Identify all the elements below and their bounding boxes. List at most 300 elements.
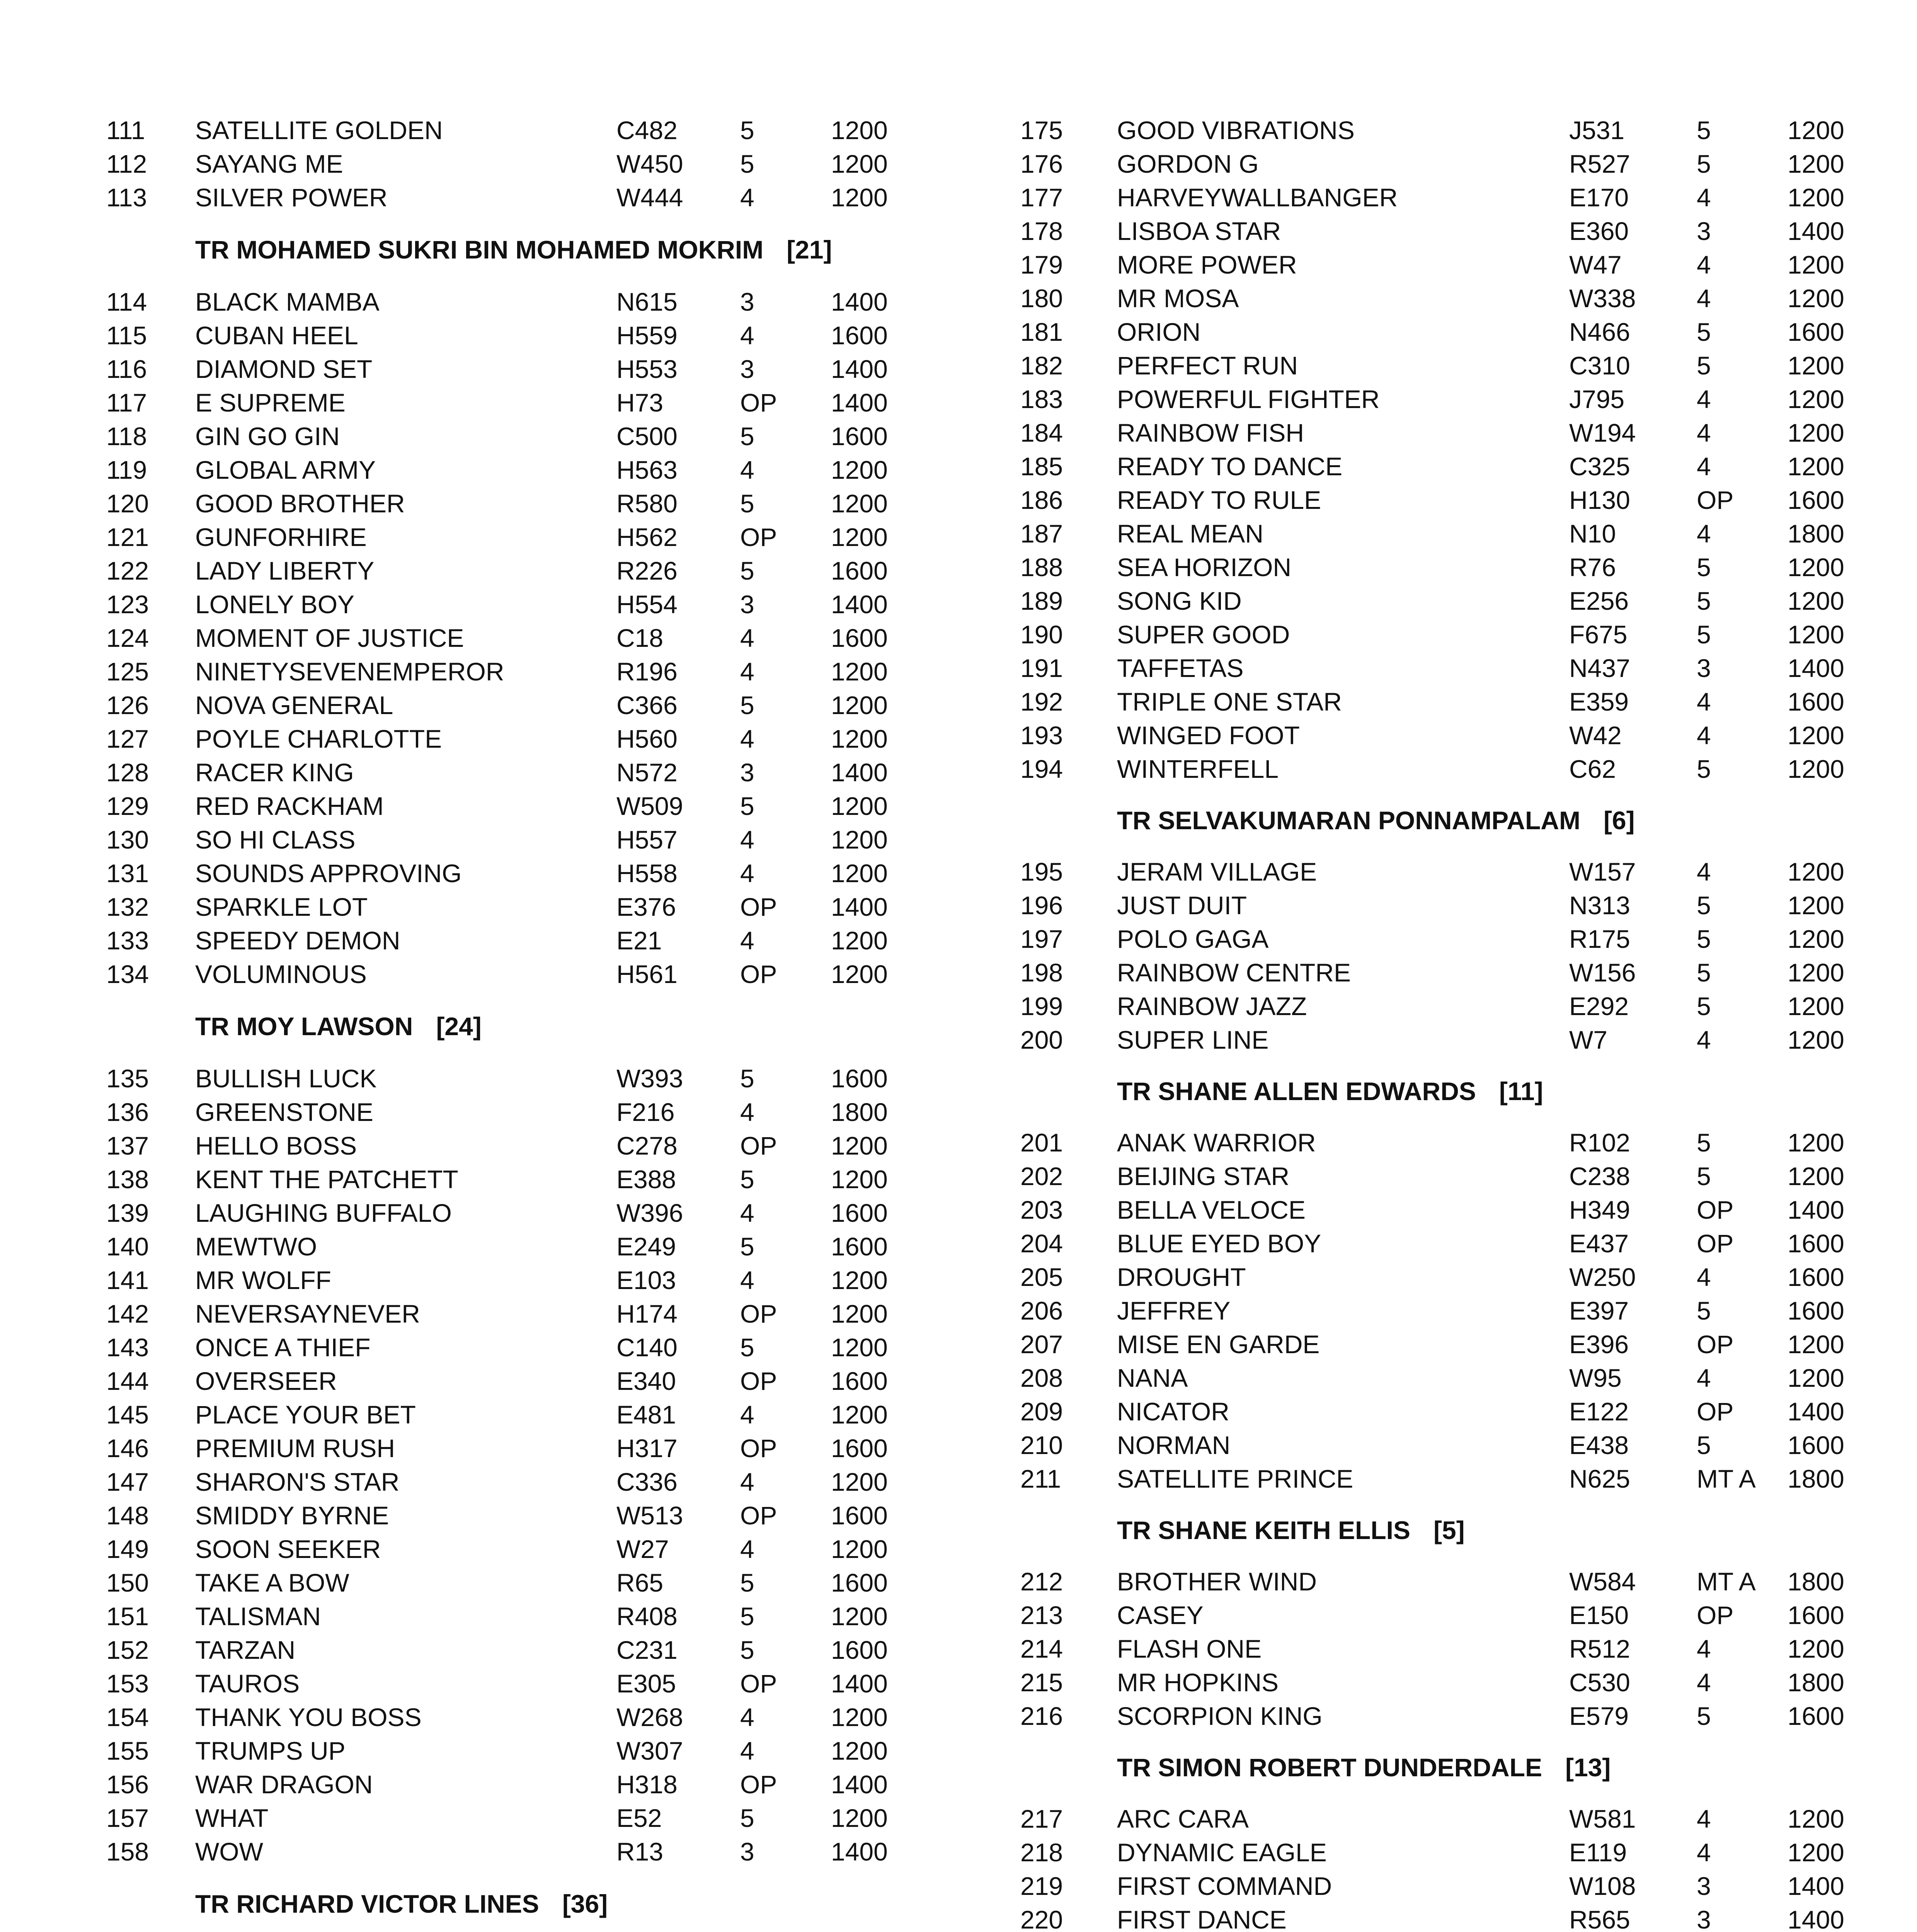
horse-class: 4	[1697, 1668, 1711, 1697]
horse-name: DYNAMIC EAGLE	[1117, 1838, 1327, 1867]
horse-code: E256	[1569, 586, 1629, 615]
horse-name: HELLO BOSS	[195, 1131, 357, 1160]
horse-code: E249	[616, 1232, 676, 1261]
horse-row	[106, 453, 899, 486]
horse-distance: 1400	[831, 1837, 888, 1866]
horse-code: W513	[616, 1501, 683, 1530]
horse-distance: 1200	[831, 522, 888, 551]
trainer-name: TR RICHARD VICTOR LINES	[195, 1889, 539, 1918]
horse-class: 5	[1697, 351, 1711, 380]
horse-number: 201	[1020, 1128, 1063, 1157]
horse-distance: 1200	[831, 1333, 888, 1362]
horse-name: JUST DUIT	[1117, 891, 1247, 920]
horse-row	[106, 1364, 899, 1398]
horse-distance: 1200	[1788, 857, 1844, 886]
horse-code: H559	[616, 321, 678, 350]
horse-class: OP	[1697, 485, 1734, 514]
horse-number: 217	[1020, 1804, 1063, 1833]
horse-number: 119	[106, 455, 147, 484]
horse-distance: 1200	[831, 1265, 888, 1294]
horse-name: GORDON G	[1117, 149, 1259, 178]
horse-number: 210	[1020, 1430, 1063, 1459]
horse-row	[1020, 1565, 1851, 1598]
horse-name: LADY LIBERTY	[195, 556, 375, 585]
horse-number: 125	[106, 657, 149, 686]
horse-name: TRIPLE ONE STAR	[1117, 687, 1342, 716]
horse-name: SUPER GOOD	[1117, 620, 1290, 649]
horse-number: 192	[1020, 687, 1063, 716]
horse-distance: 1400	[831, 354, 888, 383]
horse-class: 5	[740, 690, 754, 719]
horse-distance: 1600	[831, 1434, 888, 1463]
horse-code: C310	[1569, 351, 1630, 380]
horse-class: OP	[740, 1366, 777, 1395]
horse-row	[1020, 888, 1851, 922]
horse-code: W444	[616, 183, 683, 212]
horse-number: 135	[106, 1064, 149, 1093]
horse-code: F675	[1569, 620, 1628, 649]
horse-distance: 1200	[831, 1131, 888, 1160]
horse-name: RAINBOW JAZZ	[1117, 992, 1307, 1020]
horse-code: R512	[1569, 1634, 1630, 1663]
horse-number: 139	[106, 1198, 149, 1227]
horse-row	[106, 655, 899, 688]
horse-distance: 1600	[1788, 687, 1844, 716]
horse-number: 197	[1020, 924, 1063, 953]
horse-code: W250	[1569, 1262, 1636, 1291]
horse-name: SOUNDS APPROVING	[195, 859, 462, 888]
trainer-name: TR SELVAKUMARAN PONNAMPALAM	[1117, 806, 1580, 835]
trainer-name: TR MOHAMED SUKRI BIN MOHAMED MOKRIM	[195, 235, 764, 264]
horse-class: 4	[740, 1702, 754, 1731]
horse-code: H73	[616, 388, 664, 417]
horse-name: RAINBOW FISH	[1117, 418, 1304, 447]
horse-class: 4	[740, 926, 754, 955]
horse-number: 146	[106, 1434, 149, 1463]
trainer-name: TR SHANE ALLEN EDWARDS	[1117, 1077, 1476, 1105]
horse-code: W584	[1569, 1567, 1636, 1596]
horse-number: 142	[106, 1299, 149, 1328]
horse-class: 5	[1697, 891, 1711, 920]
horse-code: R580	[616, 489, 678, 518]
horse-row	[1020, 214, 1851, 248]
horse-class: OP	[740, 1434, 777, 1463]
horse-class: 4	[740, 1198, 754, 1227]
horse-number: 112	[106, 149, 147, 178]
horse-row	[106, 755, 899, 789]
horse-code: W581	[1569, 1804, 1636, 1833]
horse-distance: 1600	[831, 556, 888, 585]
horse-row	[106, 856, 899, 890]
horse-number: 118	[106, 422, 147, 451]
horse-distance: 1200	[1788, 418, 1844, 447]
horse-code: C482	[616, 116, 678, 145]
horse-row	[106, 520, 899, 554]
horse-distance: 1200	[831, 724, 888, 753]
horse-code: H558	[616, 859, 678, 888]
horse-name: SMIDDY BYRNE	[195, 1501, 389, 1530]
horse-code: F216	[616, 1097, 675, 1126]
horse-row	[106, 688, 899, 722]
horse-distance: 1600	[1788, 1262, 1844, 1291]
horse-row	[1020, 956, 1851, 989]
horse-distance: 1400	[831, 892, 888, 921]
horse-number: 205	[1020, 1262, 1063, 1291]
horse-code: W156	[1569, 958, 1636, 987]
horse-code: C366	[616, 690, 678, 719]
horse-code: N625	[1569, 1464, 1630, 1493]
horse-number: 143	[106, 1333, 149, 1362]
horse-name: GIN GO GIN	[195, 422, 340, 451]
horse-class: 4	[740, 825, 754, 854]
horse-row	[1020, 416, 1851, 449]
horse-code: C18	[616, 623, 664, 652]
horse-number: 126	[106, 690, 149, 719]
horse-name: POWERFUL FIGHTER	[1117, 384, 1380, 413]
horse-row	[106, 621, 899, 655]
horse-distance: 1200	[831, 116, 888, 145]
horse-class: 4	[740, 1736, 754, 1765]
horse-row	[1020, 1023, 1851, 1056]
horse-row	[106, 1061, 899, 1095]
horse-number: 207	[1020, 1330, 1063, 1359]
horse-row	[106, 180, 899, 214]
horse-row	[106, 957, 899, 991]
horse-code: C140	[616, 1333, 678, 1362]
horse-class: 5	[740, 791, 754, 820]
horse-class: 4	[740, 183, 754, 212]
horse-number: 219	[1020, 1871, 1063, 1900]
horse-distance: 1200	[1788, 1330, 1844, 1359]
horse-class: 5	[1697, 586, 1711, 615]
horse-class: OP	[740, 1669, 777, 1698]
horse-number: 127	[106, 724, 149, 753]
horse-count: [24]	[436, 1012, 482, 1041]
horse-class: MT A	[1697, 1464, 1756, 1493]
horse-name: GOOD VIBRATIONS	[1117, 116, 1355, 145]
horse-number: 157	[106, 1803, 149, 1832]
horse-distance: 1200	[831, 657, 888, 686]
horse-distance: 1200	[1788, 384, 1844, 413]
horse-distance: 1400	[831, 590, 888, 619]
horse-row	[1020, 248, 1851, 281]
horse-class: 4	[740, 1097, 754, 1126]
horse-distance: 1200	[831, 455, 888, 484]
horse-class: 5	[740, 556, 754, 585]
horse-name: HARVEYWALLBANGER	[1117, 183, 1398, 212]
horse-distance: 1200	[831, 1702, 888, 1731]
horse-code: W307	[616, 1736, 683, 1765]
horse-code: E397	[1569, 1296, 1629, 1325]
horse-code: E360	[1569, 216, 1629, 245]
horse-name: MR MOSA	[1117, 284, 1239, 313]
horse-code: E388	[616, 1165, 676, 1194]
horse-name: SUPER LINE	[1117, 1025, 1269, 1054]
horse-row	[106, 419, 899, 453]
horse-distance: 1200	[831, 926, 888, 955]
horse-name: GOOD BROTHER	[195, 489, 405, 518]
horse-row	[1020, 1632, 1851, 1665]
horse-class: OP	[1697, 1397, 1734, 1426]
horse-class: 3	[1697, 1871, 1711, 1900]
horse-row	[1020, 752, 1851, 786]
horse-row	[1020, 315, 1851, 349]
horse-name: NICATOR	[1117, 1397, 1229, 1426]
horse-class: 4	[1697, 1634, 1711, 1663]
horse-distance: 1200	[1788, 351, 1844, 380]
horse-distance: 1200	[831, 1165, 888, 1194]
horse-number: 117	[106, 388, 147, 417]
horse-row	[1020, 1294, 1851, 1327]
horse-class: OP	[740, 892, 777, 921]
horse-class: OP	[1697, 1600, 1734, 1629]
horse-class: 3	[740, 1837, 754, 1866]
horse-number: 184	[1020, 418, 1063, 447]
horse-distance: 1400	[831, 1669, 888, 1698]
horse-code: J531	[1569, 116, 1625, 145]
horse-row	[1020, 1327, 1851, 1361]
horse-code: E305	[616, 1669, 676, 1698]
horse-name: NOVA GENERAL	[195, 690, 393, 719]
horse-distance: 1400	[831, 1770, 888, 1799]
horse-class: 4	[1697, 1262, 1711, 1291]
horse-distance: 1600	[1788, 1701, 1844, 1730]
horse-class: 4	[1697, 1838, 1711, 1867]
horse-row	[106, 1330, 899, 1364]
horse-code: W393	[616, 1064, 683, 1093]
horse-class: OP	[740, 1501, 777, 1530]
horse-name: FLASH ONE	[1117, 1634, 1262, 1663]
horse-number: 130	[106, 825, 149, 854]
trainer-name: TR SHANE KEITH ELLIS	[1117, 1515, 1411, 1544]
horse-distance: 1600	[831, 1568, 888, 1597]
horse-code: R527	[1569, 149, 1630, 178]
horse-class: 4	[1697, 452, 1711, 481]
horse-name: WAR DRAGON	[195, 1770, 373, 1799]
horse-number: 124	[106, 623, 149, 652]
horse-class: 5	[1697, 149, 1711, 178]
horse-distance: 1200	[1788, 958, 1844, 987]
right-column	[1020, 113, 1851, 1932]
horse-distance: 1800	[831, 1097, 888, 1126]
trainer-heading	[106, 1887, 899, 1920]
horse-class: 4	[740, 1467, 754, 1496]
horse-code: H554	[616, 590, 678, 619]
horse-class: OP	[1697, 1195, 1734, 1224]
horse-code: N313	[1569, 891, 1630, 920]
horse-row	[106, 1667, 899, 1700]
horse-class: 4	[1697, 183, 1711, 212]
horse-distance: 1800	[1788, 1567, 1844, 1596]
horse-number: 153	[106, 1669, 149, 1698]
horse-row	[106, 1633, 899, 1667]
horse-name: LONELY BOY	[195, 590, 355, 619]
horse-row	[1020, 617, 1851, 651]
horse-row	[106, 1599, 899, 1633]
horse-row	[106, 486, 899, 520]
horse-count: [21]	[787, 235, 832, 264]
horse-code: H318	[616, 1770, 678, 1799]
horse-distance: 1200	[831, 1467, 888, 1496]
horse-code: C238	[1569, 1162, 1630, 1190]
horse-distance: 1200	[1788, 1162, 1844, 1190]
horse-row	[1020, 685, 1851, 718]
horse-class: 5	[1697, 1128, 1711, 1157]
horse-name: SEA HORIZON	[1117, 553, 1292, 582]
horse-code: J795	[1569, 384, 1625, 413]
horse-code: N572	[616, 758, 678, 787]
horse-class: 5	[1697, 754, 1711, 783]
horse-code: E376	[616, 892, 676, 921]
horse-row	[106, 1801, 899, 1835]
horse-number: 134	[106, 959, 149, 988]
horse-name: WINGED FOOT	[1117, 721, 1300, 750]
horse-number: 214	[1020, 1634, 1063, 1663]
horse-code: W157	[1569, 857, 1636, 886]
horse-number: 208	[1020, 1363, 1063, 1392]
horse-distance: 1200	[1788, 183, 1844, 212]
horse-name: ARC CARA	[1117, 1804, 1249, 1833]
horse-code: R13	[616, 1837, 664, 1866]
horse-class: 5	[740, 1064, 754, 1093]
horse-row	[106, 113, 899, 147]
horse-name: VOLUMINOUS	[195, 959, 367, 988]
horse-code: E21	[616, 926, 662, 955]
horse-number: 140	[106, 1232, 149, 1261]
horse-row	[106, 1431, 899, 1465]
horse-name: WINTERFELL	[1117, 754, 1279, 783]
horse-distance: 1200	[831, 825, 888, 854]
horse-distance: 1400	[1788, 216, 1844, 245]
horse-number: 151	[106, 1602, 149, 1631]
horse-code: N437	[1569, 653, 1630, 682]
horse-name: BROTHER WIND	[1117, 1567, 1317, 1596]
horse-row	[1020, 1699, 1851, 1733]
horse-distance: 1200	[1788, 1128, 1844, 1157]
horse-number: 191	[1020, 653, 1063, 682]
horse-distance: 1400	[831, 388, 888, 417]
horse-code: R65	[616, 1568, 664, 1597]
left-column	[106, 113, 899, 1932]
horse-distance: 1400	[831, 758, 888, 787]
horse-distance: 1200	[1788, 620, 1844, 649]
horse-number: 148	[106, 1501, 149, 1530]
horse-distance: 1200	[1788, 891, 1844, 920]
horse-row	[1020, 1869, 1851, 1903]
horse-class: 5	[740, 1165, 754, 1194]
horse-distance: 1200	[1788, 116, 1844, 145]
horse-distance: 1600	[831, 1501, 888, 1530]
horse-number: 200	[1020, 1025, 1063, 1054]
horse-number: 183	[1020, 384, 1063, 413]
horse-distance: 1200	[831, 690, 888, 719]
trainer-heading	[1020, 1750, 1851, 1784]
horse-class: 5	[740, 149, 754, 178]
horse-distance: 1600	[1788, 1430, 1844, 1459]
horse-number: 114	[106, 287, 147, 316]
horse-distance: 1200	[1788, 1634, 1844, 1663]
horse-distance: 1200	[1788, 149, 1844, 178]
horse-row	[106, 1398, 899, 1431]
horse-code: E438	[1569, 1430, 1629, 1459]
horse-number: 150	[106, 1568, 149, 1597]
horse-name: TALISMAN	[195, 1602, 321, 1631]
horse-code: H557	[616, 825, 678, 854]
horse-row	[1020, 550, 1851, 584]
horse-number: 182	[1020, 351, 1063, 380]
horse-name: TAFFETAS	[1117, 653, 1244, 682]
horse-code: E359	[1569, 687, 1629, 716]
horse-row	[1020, 1226, 1851, 1260]
horse-number: 216	[1020, 1701, 1063, 1730]
horse-distance: 1400	[1788, 1397, 1844, 1426]
horse-code: C278	[616, 1131, 678, 1160]
horse-distance: 1400	[831, 287, 888, 316]
horse-name: GREENSTONE	[195, 1097, 373, 1126]
trainer-name: TR SIMON ROBERT DUNDERDALE	[1117, 1753, 1542, 1782]
horse-code: C231	[616, 1635, 678, 1664]
horse-distance: 1600	[831, 1198, 888, 1227]
horse-code: E119	[1569, 1838, 1627, 1867]
horse-number: 131	[106, 859, 149, 888]
horse-code: W47	[1569, 250, 1622, 279]
horse-code: E481	[616, 1400, 676, 1429]
horse-distance: 1200	[1788, 924, 1844, 953]
horse-class: 5	[1697, 1701, 1711, 1730]
horse-number: 176	[1020, 149, 1063, 178]
horse-code: W27	[616, 1534, 669, 1563]
horse-code: H130	[1569, 485, 1630, 514]
horse-number: 193	[1020, 721, 1063, 750]
horse-distance: 1600	[831, 623, 888, 652]
horse-row	[106, 1767, 899, 1801]
horse-class: 4	[1697, 1804, 1711, 1833]
horse-name: SOON SEEKER	[195, 1534, 381, 1563]
horse-row	[106, 823, 899, 856]
horse-number: 185	[1020, 452, 1063, 481]
horse-row	[1020, 382, 1851, 416]
horse-number: 155	[106, 1736, 149, 1765]
horse-name: PREMIUM RUSH	[195, 1434, 395, 1463]
horse-number: 149	[106, 1534, 149, 1563]
horse-code: C62	[1569, 754, 1616, 783]
horse-row	[106, 386, 899, 419]
horse-number: 180	[1020, 284, 1063, 313]
horse-row	[106, 1835, 899, 1868]
horse-distance: 1200	[1788, 452, 1844, 481]
horse-number: 211	[1020, 1464, 1061, 1493]
horse-distance: 1200	[1788, 250, 1844, 279]
horse-name: READY TO RULE	[1117, 485, 1321, 514]
horse-name: TAUROS	[195, 1669, 300, 1698]
horse-class: 5	[740, 1232, 754, 1261]
horse-code: E340	[616, 1366, 676, 1395]
horse-number: 144	[106, 1366, 149, 1395]
horse-row	[106, 1700, 899, 1734]
horse-distance: 1200	[1788, 754, 1844, 783]
horse-number: 194	[1020, 754, 1063, 783]
horse-distance: 1200	[831, 959, 888, 988]
horse-code: E396	[1569, 1330, 1629, 1359]
horse-class: 3	[1697, 653, 1711, 682]
horse-code: E170	[1569, 183, 1629, 212]
horse-number: 209	[1020, 1397, 1063, 1426]
horse-row	[106, 1465, 899, 1498]
horse-code: E292	[1569, 992, 1629, 1020]
horse-row	[1020, 517, 1851, 550]
horse-name: TARZAN	[195, 1635, 296, 1664]
horse-number: 132	[106, 892, 149, 921]
